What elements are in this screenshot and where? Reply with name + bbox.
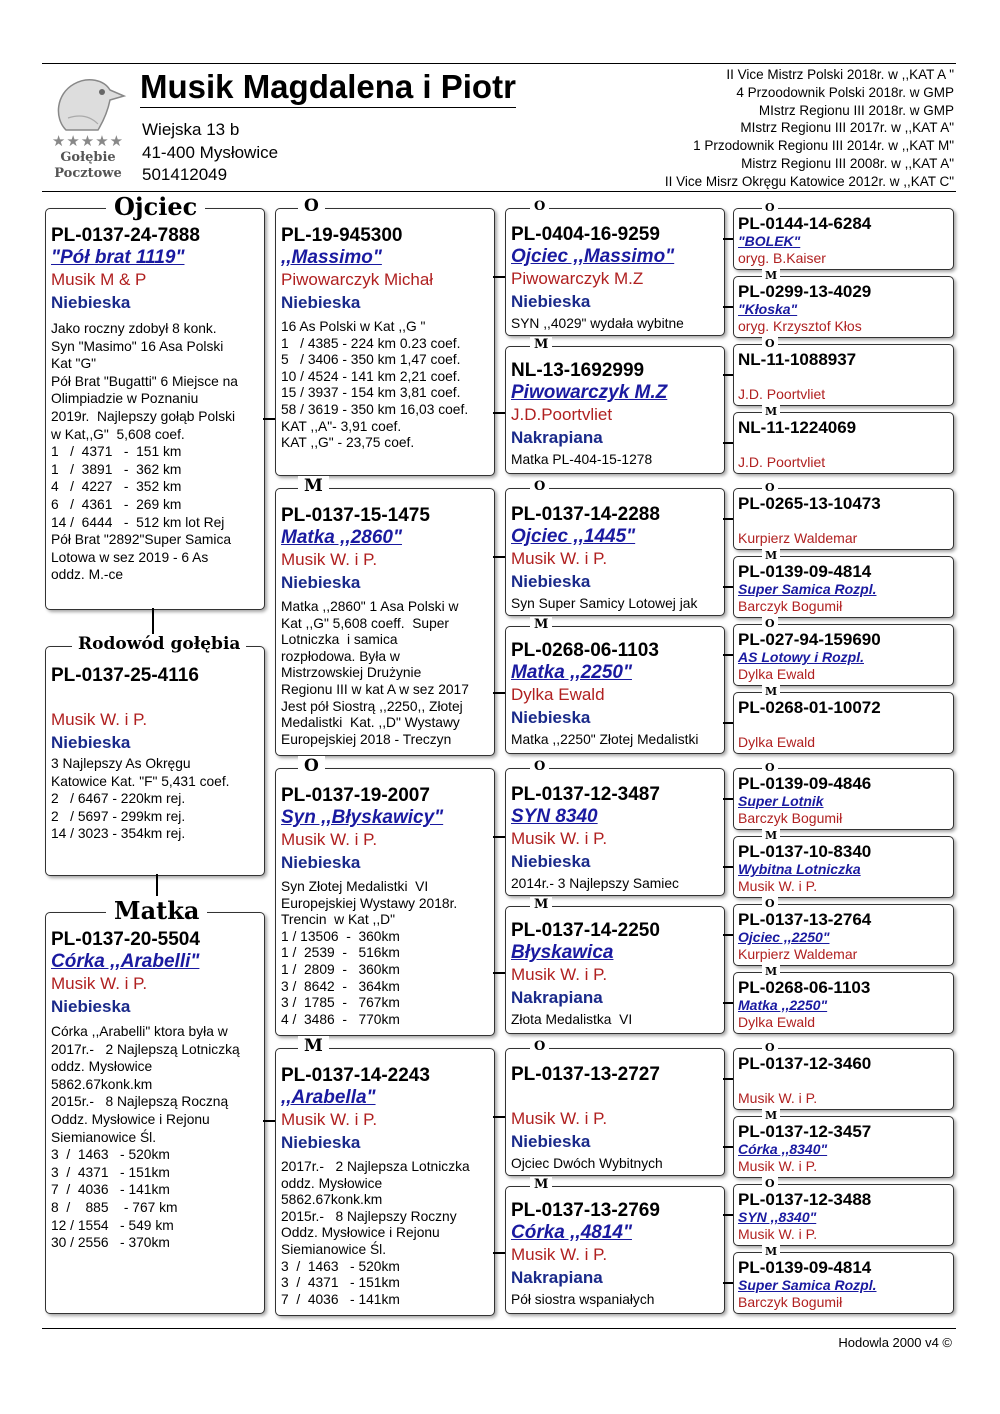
pigeon-name: Błyskawica [511,942,614,963]
achievement: Mistrz Regionu III 2008r. w ,,KAT A" [741,155,954,171]
owner: oryg. B.Kaiser [738,250,826,266]
gen4-box [733,685,954,754]
connector [723,1002,733,1004]
connector [723,722,733,724]
connector [723,1214,733,1216]
owner: Barczyk Bogumił [738,1294,843,1310]
ring-number: PL-0137-14-2250 [511,920,660,941]
owner: Piwowarczyk M.Z [511,269,644,288]
pigeon-name: ,,Massimo" [281,247,382,268]
dam-label: M [762,965,780,978]
description: Córka ,,Arabelli" ktora była w 2017r.- 2 Najlepszą Lotniczką oddz. Mysłowice 5862.67konk.km 2015r.- 8 Najlepszą Roczną Oddz. Mysłowice i Rejonu Siemianowice Śl. 3 / 1463 - 520km 3 / 4371 - 151km 7 / 4036 - 141km 8 / 885 - 767 km 12 / 1554 - 549 km 30 / 2556 - 370km [51,1024,240,1251]
sire-label: O [298,756,325,776]
pigeon-name: Ojciec ,,Massimo" [511,246,675,267]
connector [152,608,154,637]
gen4-box [733,405,954,474]
owner: Musik W. i P. [281,550,378,569]
gen4-box [733,549,954,618]
ring-number: NL-11-1224069 [738,418,857,437]
breeder-phone: 501412049 [142,165,228,184]
logo-text-1: Gołębie [60,150,116,165]
connector [723,238,733,240]
mother-box [45,896,265,1314]
connector [723,374,733,376]
owner: Dylka Ewald [738,734,816,750]
connector [723,1282,733,1284]
ring-number: PL-19-945300 [281,225,403,246]
description: Ojciec Dwóch Wybitnych [511,1156,663,1171]
description: Matka ,,2250" Złotej Medalistki [511,732,699,747]
connector [723,798,733,800]
gen4-box [733,337,954,406]
pigeon-name: SYN 8340 [511,806,598,827]
color: Nakrapiana [511,1268,603,1287]
ring-number: PL-0404-16-9259 [511,224,660,245]
ring-number: PL-0137-24-7888 [51,225,200,246]
gen2-father-father-box [275,196,495,476]
description: Syn Złotej Medalistki VI Europejskiej Wystawy 2018r. Trencin w Kat ,,D" 1 / 13506 - 360km 1 / 2539 - 516km 1 / 2809 - 360km 3 / 8642 - 364km 3 / 1785 - 767km 4 / 3486 - 770km [281,879,458,1027]
description: 2017r.- 2 Najlepsza Lotniczka oddz. Mysłowice 5862.67konk.km 2015r.- 8 Najlepszy Roczny Oddz. Mysłowice i Rejonu Siemianowice Śl. 3 / 1463 - 520km 3 / 4371 - 151km 7 / 4036 - 141km [281,1159,470,1307]
sire-label: O [530,759,549,774]
owner: Musik W. i P. [511,965,608,984]
gen3-box [505,1177,725,1314]
pigeon-name: Wybitna Lotniczka [738,861,861,877]
dam-label: M [762,829,780,842]
pigeon-name: "Pół brat 1119" [51,247,185,268]
color: Nakrapiana [511,988,603,1007]
gen3-box [505,759,725,896]
ring-number: PL-0137-12-3487 [511,784,660,805]
ring-number: PL-0139-09-4814 [738,1258,872,1277]
owner: Piwowarczyk Michał [281,270,434,289]
ring-number: PL-0137-20-5504 [51,929,200,950]
gen4-box [733,829,954,898]
connector [723,866,733,868]
dam-label: M [298,476,329,496]
gen4-box [733,965,954,1034]
connector [723,934,733,936]
owner: Musik W. i P. [51,710,148,729]
dam-label: M [762,405,780,418]
description: Syn Super Samicy Lotowej jak [511,596,698,611]
sire-label: O [762,201,778,214]
ring-number: PL-0268-01-10072 [738,698,881,717]
pigeon-name: Ojciec ,,2250" [738,929,830,945]
ring-number: PL-0137-13-2769 [511,1200,660,1221]
owner: Dylka Ewald [738,1014,816,1030]
ring-number: PL-027-94-159690 [738,630,881,649]
pigeon-name: AS Lotowy i Rozpl. [738,649,864,665]
achievement: II Vice Mistrz Polski 2018r. w ,,KAT A " [726,67,954,82]
dam-label: M [530,337,552,352]
pigeon-name: Super Samica Rozpl. [738,1277,877,1293]
achievements-list [665,66,954,191]
owner: Barczyk Bogumił [738,810,843,826]
connector [723,1078,733,1080]
ring-number: PL-0139-09-4814 [738,562,872,581]
gen4-box [733,1177,954,1246]
color: Niebieska [281,573,361,592]
pigeon-name: Matka ,,2250" [511,662,632,683]
color: Niebieska [51,293,131,312]
dam-label: M [762,1245,780,1258]
color: Niebieska [281,1133,361,1152]
connector [723,654,733,656]
owner: J.D. Poortvliet [738,454,826,470]
gen4-box [733,481,954,550]
description: SYN ,,4029" wydała wybitne [511,316,684,331]
description: Jako roczny zdobył 8 konk. Syn "Masimo" 16 Asa Polski Kat "G" Pół Brat "Bugatti" 6 Miejsce na Olimpiadzie w Poznaniu 2019r. Najlepszy gołąb Polski w Kat,,G" 5,608 coef. 1 / 4371 - 151 km 1 / 3891 - 362 km 4 / 4227 - 352 km 6 / 4361 - 269 km 14 / 6444 - 512 km lot Rej Pół Brat "2892"Super Samica Lotowa w sez 2019 - 6 As oddz. M.-ce [51,321,238,583]
sire-label: O [762,1177,778,1190]
ring-number: PL-0299-13-4029 [738,282,872,301]
owner: Kurpierz Waldemar [738,946,858,962]
color: Niebieska [511,708,591,727]
owner: Dylka Ewald [511,685,605,704]
pigeon-name: Matka ,,2860" [281,527,402,548]
pigeon-name: Córka ,,4814" [511,1222,632,1243]
connector [493,692,505,694]
color: Niebieska [51,997,131,1016]
connector [493,556,505,558]
owner: Musik W. i P. [511,1109,608,1128]
gen4-box [733,1109,954,1178]
owner: Musik W. i P. [738,878,818,894]
color: Niebieska [281,853,361,872]
connector [493,412,505,414]
pigeon-name: ,,Arabella" [281,1087,376,1108]
gen4-box [733,269,954,338]
connector [493,276,505,278]
achievement: 1 Przodownik Regionu III 2014r. w ,,KAT M" [693,138,954,154]
dam-label: M [762,269,780,282]
ring-number: PL-0144-14-6284 [738,214,872,233]
sire-label: O [530,1039,549,1054]
pigeon-name: Piwowarczyk M.Z [511,382,668,403]
logo-stars: ★★★★★ [51,133,125,150]
pedigree-label: Rodowód gołębia [72,634,246,654]
sire-label: O [298,196,325,216]
logo-text-2: Pocztowe [54,166,122,181]
owner: oryg. Krzysztof Kłos [738,318,862,334]
connector [723,1146,733,1148]
pigeon-head-icon [44,74,132,136]
dam-label: M [530,1177,552,1192]
color: Niebieska [511,292,591,311]
sire-label: O [762,337,778,350]
ring-number: PL-0137-15-1475 [281,505,430,526]
owner: Musik W. i P. [51,974,148,993]
owner: Musik W. i P. [511,549,608,568]
owner: Kurpierz Waldemar [738,530,858,546]
mother-label: Matka [106,896,207,925]
color: Niebieska [511,1132,591,1151]
gen4-box [733,1245,954,1314]
gen3-box [505,897,725,1034]
ring-number: PL-0137-13-2727 [511,1064,660,1085]
ring-number: PL-0268-06-1103 [738,978,871,997]
owner: Musik W. i P. [511,1245,608,1264]
dam-label: M [530,897,552,912]
connector [493,836,505,838]
connector [263,1120,275,1122]
ring-number: PL-0137-13-2764 [738,910,872,929]
ring-number: PL-0137-25-4116 [51,665,199,686]
footer-credit: Hodowla 2000 v4 © [838,1335,952,1350]
gen2-mother-father-box [275,756,495,1036]
color: Niebieska [51,733,131,752]
gen4-box [733,1041,954,1110]
pigeon-name: Córka ,,Arabelli" [51,951,200,972]
owner: Musik W. i P. [511,829,608,848]
connector [723,518,733,520]
breeder-city: 41-400 Mysłowice [142,143,279,162]
owner: Barczyk Bogumił [738,598,843,614]
ring-number: PL-0137-19-2007 [281,785,430,806]
connector [493,1116,505,1118]
owner: Musik M & P [51,270,147,289]
ring-number: PL-0137-10-8340 [738,842,872,861]
description: 3 Najlepszy As Okręgu Katowice Kat. "F" 5,431 coef. 2 / 6467 - 220km rej. 2 / 5697 - 299km rej. 14 / 3023 - 354km rej. [51,756,230,842]
ring-number: PL-0265-13-10473 [738,494,881,513]
sire-label: O [762,1041,778,1054]
color: Niebieska [281,293,361,312]
connector [723,442,733,444]
breeder-street: Wiejska 13 b [142,120,240,139]
subject-box [45,634,265,876]
connector [263,418,275,420]
gen4-box [733,201,954,270]
sire-label: O [762,897,778,910]
ring-number: PL-0139-09-4846 [738,774,872,793]
description: Pół siostra wspaniałych [511,1292,655,1307]
sire-label: O [762,617,778,630]
gen3-box [505,337,725,474]
description: 16 As Polski w Kat ,,G " 1 / 4385 - 224 km 0.23 coef. 5 / 3406 - 350 km 1,47 coef. 10 / 4524 - 141 km 2,21 coef. 15 / 3937 - 154 km 3,81 coef. 58 / 3619 - 350 km 16,03 coef. KAT ,,A"- 3,91 coef. KAT ,,G" - 23,75 coef. [281,319,469,451]
achievement: II Vice Misrz Okręgu Katowice 2012r. w ,,KAT C" [664,173,954,189]
gen2-mother-mother-box [275,1036,495,1316]
gen3-box [505,199,725,336]
ring-number: PL-0137-12-3460 [738,1054,872,1073]
gen4-box [733,617,954,686]
pigeon-logo [44,74,132,186]
dam-label: M [762,549,780,562]
dam-label: M [762,1109,780,1122]
pigeon-name: Ojciec ,,1445" [511,526,636,547]
pigeon-name: Córka ,,8340" [738,1141,828,1157]
owner: Musik W. i P. [738,1226,818,1242]
dam-label: M [762,685,780,698]
ring-number: NL-11-1088937 [738,350,857,369]
ring-number: PL-0137-14-2243 [281,1065,430,1086]
owner: J.D.Poortvliet [511,405,613,424]
sire-label: O [762,481,778,494]
top-rule [42,63,956,64]
achievement: 4 Przoodownik Polski 2018r. w GMP [736,84,954,100]
father-box [45,192,265,610]
owner: Dylka Ewald [738,666,816,682]
achievement: MIstrz Regionu III 2017r. w ,,KAT A" [740,120,954,136]
ring-number: PL-0137-12-3488 [738,1190,872,1209]
pigeon-name: Syn ,,Błyskawicy" [281,807,444,828]
owner: Musik W. i P. [281,1110,378,1129]
ring-number: PL-0137-12-3457 [738,1122,872,1141]
sire-label: O [530,199,549,214]
gen3-box [505,617,725,754]
description: Matka ,,2860" 1 Asa Polski w Kat ,,G" 5,608 coeff. Super Lotniczka i samica rozpłodowa. Była w Mistrzowskiej Drużynie Regionu III w kat A w sez 2017 Jest pół Siostrą ,,2250,, Złotej Medalistki Kat. ,,D" Wystawy Europejskiej 2018 - Treczyn [281,599,469,747]
father-label: Ojciec [106,192,205,221]
gen4-box [733,897,954,966]
ring-number: PL-0268-06-1103 [511,640,659,661]
description: Złota Medalistka VI [511,1012,633,1027]
breeder-name: Musik Magdalena i Piotr [140,68,516,108]
pigeon-name: Matka ,,2250" [738,997,828,1013]
ring-number: PL-0137-14-2288 [511,504,660,525]
footer-rule [42,1328,956,1329]
pigeon-name: Super Lotnik [738,793,824,809]
sire-label: O [762,761,778,774]
color: Nakrapiana [511,428,603,447]
ring-number: NL-13-1692999 [511,360,645,381]
description: 2014r.- 3 Najlepszy Samiec [511,876,679,891]
gen3-box [505,479,725,616]
pigeon-name: "Kłoska" [738,301,798,317]
gen2-father-mother-box [275,476,495,756]
dam-label: M [298,1036,329,1056]
color: Niebieska [511,572,591,591]
connector [723,306,733,308]
color: Niebieska [511,852,591,871]
owner: J.D. Poortvliet [738,386,826,402]
pigeon-name: SYN ,,8340" [738,1209,817,1225]
pigeon-name: Super Samica Rozpl. [738,581,877,597]
achievement: MIstrz Regionu III 2018r. w GMP [758,102,954,118]
connector [493,1252,505,1254]
connector [723,586,733,588]
owner: Musik W. i P. [738,1158,818,1174]
sire-label: O [530,479,549,494]
owner: Musik W. i P. [281,830,378,849]
description: Matka PL-404-15-1278 [511,452,653,467]
gen3-box [505,1039,725,1176]
owner: Musik W. i P. [738,1090,818,1106]
gen4-box [733,761,954,830]
connector [493,972,505,974]
pigeon-name: "BOLEK" [738,233,801,249]
dam-label: M [530,617,552,632]
